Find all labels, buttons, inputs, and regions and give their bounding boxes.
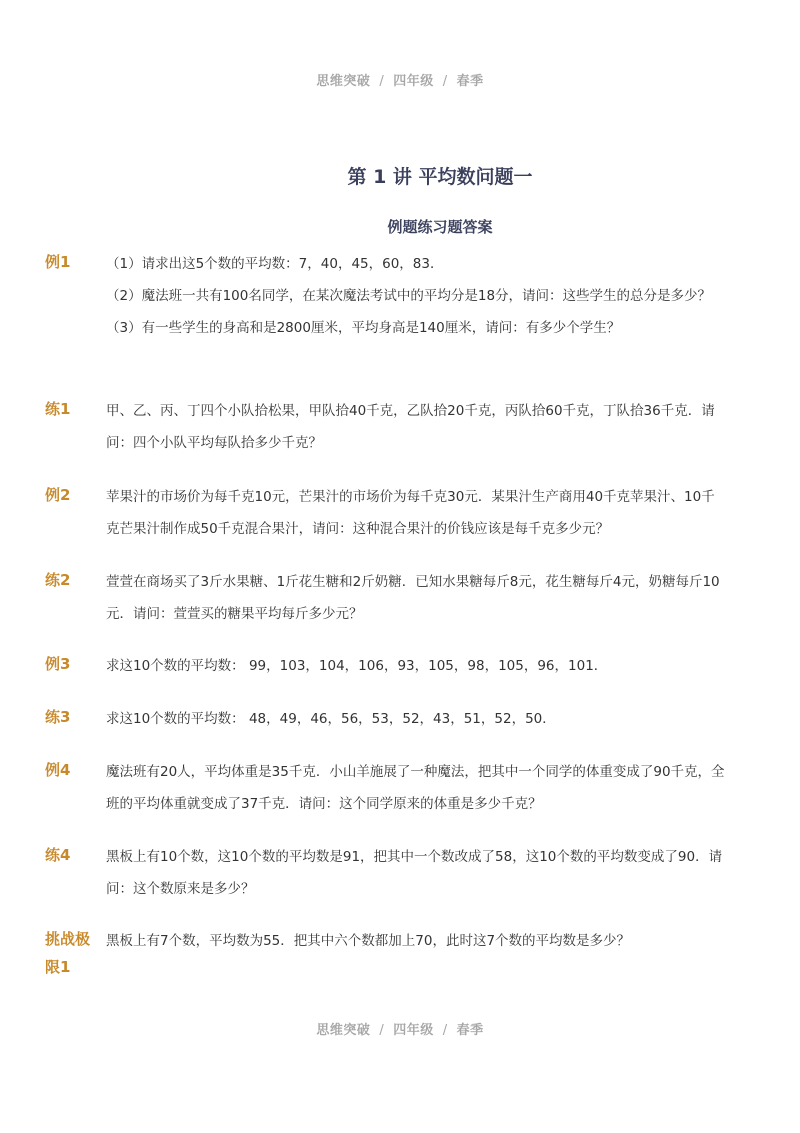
problem-example-1 xyxy=(45,248,725,344)
problem-body xyxy=(106,481,725,545)
problem-body xyxy=(106,566,725,630)
problem-practice-4 xyxy=(45,841,725,905)
problem-label: 练3 xyxy=(45,708,71,726)
problem-label: 练1 xyxy=(45,400,71,418)
problem-body xyxy=(106,841,725,905)
problem-example-2 xyxy=(45,481,725,545)
footer-term: 春季 xyxy=(456,1023,484,1038)
header-grade: 四年级 xyxy=(393,74,434,89)
problem-line: 甲、乙、丙、丁四个小队拾松果，甲队拾40千克，乙队拾20千克，丙队拾60千克，丁队拾36千克．请问：四个小队平均每队拾多少千克？ xyxy=(106,403,715,451)
problem-body xyxy=(106,925,725,957)
problem-label: 挑战极限1 xyxy=(45,930,91,976)
problem-label: 例2 xyxy=(45,486,71,504)
footer-grade: 四年级 xyxy=(393,1023,434,1038)
problem-line: 求这10个数的平均数： 99，103，104，106，93，105，98，105，96，101． xyxy=(106,658,608,674)
problem-body xyxy=(106,650,725,682)
problem-practice-3 xyxy=(45,703,725,735)
problem-label: 练2 xyxy=(45,571,71,589)
problem-body xyxy=(106,703,725,735)
problem-example-3 xyxy=(45,650,725,682)
problem-line: 苹果汁的市场价为每千克10元，芒果汁的市场价为每千克30元．某果汁生产商用40千克苹果汁、10千克芒果汁制作成50千克混合果汁，请问：这种混合果汁的价钱应该是每千克多少元？ xyxy=(106,489,715,537)
header-series: 思维突破 xyxy=(316,74,371,89)
problem-body xyxy=(106,248,725,344)
footer-series: 思维突破 xyxy=(316,1023,371,1038)
problem-line: （3）有一些学生的身高和是2800厘米，平均身高是140厘米，请问：有多少个学生？ xyxy=(106,320,621,336)
problem-line: （2）魔法班一共有100名同学，在某次魔法考试中的平均分是18分，请问：这些学生的总分是多少？ xyxy=(106,288,712,304)
problem-body xyxy=(106,756,725,820)
problem-line: 求这10个数的平均数： 48，49，46，56，53，52，43，51，52，50． xyxy=(106,711,556,727)
problem-body xyxy=(106,395,725,459)
problem-line: 魔法班有20人，平均体重是35千克．小山羊施展了一种魔法，把其中一个同学的体重变成了90千克，全班的平均体重就变成了37千克．请问：这个同学原来的体重是多少千克？ xyxy=(106,764,725,812)
page-header xyxy=(0,70,800,89)
problem-line: 黑板上有7个数，平均数为55．把其中六个数都加上70，此时这7个数的平均数是多少？ xyxy=(106,933,631,949)
problem-practice-2 xyxy=(45,566,725,630)
problem-label: 例3 xyxy=(45,655,71,673)
problem-example-4 xyxy=(45,756,725,820)
problem-label: 例4 xyxy=(45,761,71,779)
problem-line: 黑板上有10个数，这10个数的平均数是91，把其中一个数改成了58，这10个数的平均数变成了90．请问：这个数原来是多少？ xyxy=(106,849,723,897)
section-subtitle: 例题练习题答案 xyxy=(387,218,493,236)
problem-practice-1 xyxy=(45,395,725,459)
lecture-title: 第 1 讲 平均数问题一 xyxy=(347,166,533,188)
footer-separator: / xyxy=(442,1023,448,1038)
problem-label: 例1 xyxy=(45,253,71,271)
problem-label: 练4 xyxy=(45,846,71,864)
problem-challenge-1 xyxy=(45,925,725,976)
header-separator: / xyxy=(442,74,448,89)
problem-line: 萱萱在商场买了3斤水果糖、1斤花生糖和2斤奶糖．已知水果糖每斤8元，花生糖每斤4元，奶糖每斤10元．请问：萱萱买的糖果平均每斤多少元？ xyxy=(106,574,720,622)
footer-separator: / xyxy=(379,1023,385,1038)
problem-line: （1）请求出这5个数的平均数：7，40，45，60，83． xyxy=(106,256,444,272)
page-footer xyxy=(0,1019,800,1038)
header-separator: / xyxy=(379,74,385,89)
header-term: 春季 xyxy=(456,74,484,89)
